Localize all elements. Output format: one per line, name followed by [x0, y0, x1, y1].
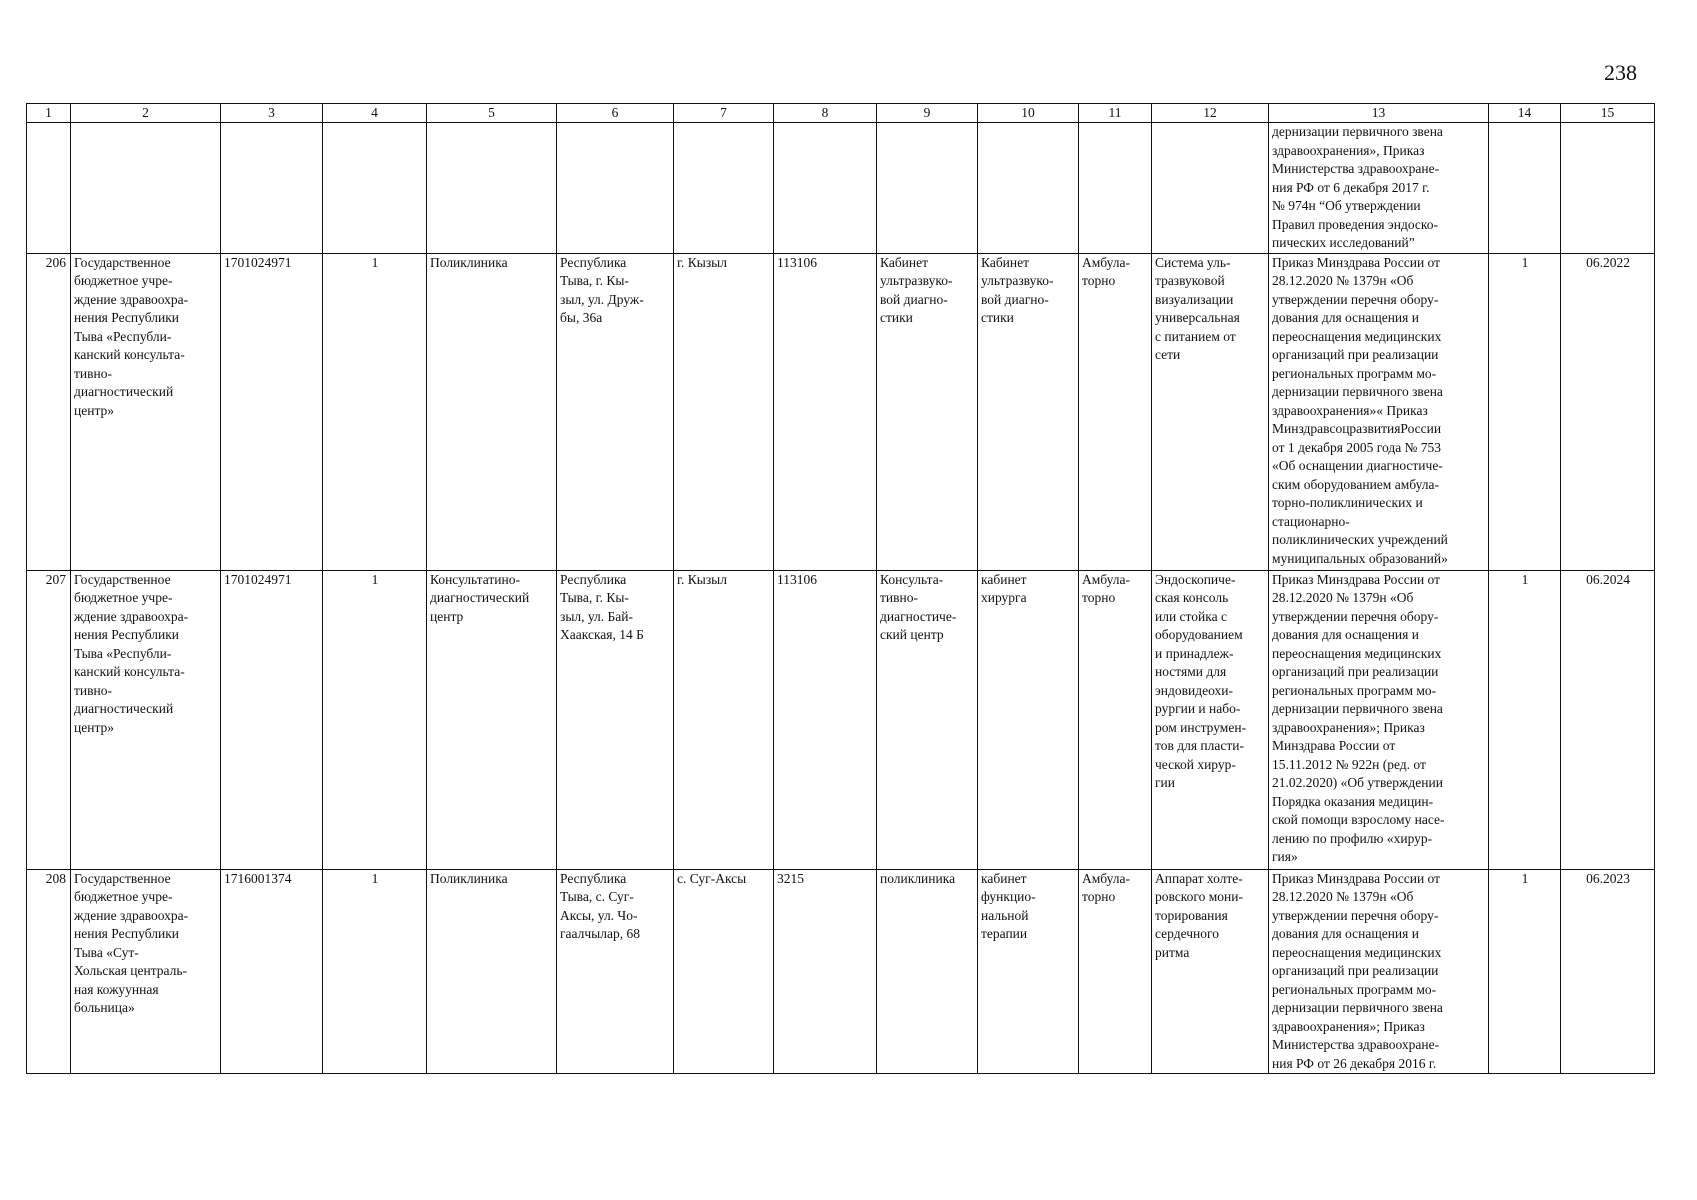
- table-row: [27, 869, 1655, 1074]
- locality-cell: [674, 123, 774, 254]
- row-number-cell: 207: [27, 570, 71, 869]
- count-cell: 1: [1489, 570, 1561, 869]
- inn-cell: 1701024971: [221, 253, 323, 570]
- code-cell: 113106: [774, 253, 877, 570]
- legal-basis-cell: Приказ Минздрава России от 28.12.2020 № 1379н «Об утверждении перечня обору- дования для оснащения и переоснащения медицинских организаций при реализации региональных программ мо- дернизации первичного звена здравоохранения»; Приказ Минздрава России от 15.11.2012 № 922н (ред. от 21.02.2020) «Об утверждении Порядка оказания медицин- ской помощи взрослому насе- лению по профилю «хирур- гия»: [1269, 570, 1489, 869]
- header-cell-15: 15: [1561, 104, 1655, 123]
- institution-cell: Государственное бюджетное учре- ждение здравоохра- нения Республики Тыва «Сут- Хольская централь- ная кожуунная больница»: [71, 869, 221, 1074]
- row-number-cell: [27, 123, 71, 254]
- date-cell: 06.2024: [1561, 570, 1655, 869]
- legal-basis-cell: дернизации первичного звена здравоохранения», Приказ Министерства здравоохране- ния РФ от 6 декабря 2017 г. № 974н “Об утверждении Правил проведения эндоско- пических исследований”: [1269, 123, 1489, 254]
- count-cell: 1: [1489, 253, 1561, 570]
- facility-type-cell: Консультатино- диагностический центр: [427, 570, 557, 869]
- address-cell: Республика Тыва, г. Кы- зыл, ул. Бай- Хаакская, 14 Б: [557, 570, 674, 869]
- header-row: [27, 104, 1655, 123]
- count-cell: 1: [1489, 869, 1561, 1074]
- address-cell: Республика Тыва, с. Суг- Аксы, ул. Чо- гаалчылар, 68: [557, 869, 674, 1074]
- header-cell-11: 11: [1079, 104, 1152, 123]
- header-cell-12: 12: [1152, 104, 1269, 123]
- quantity-cell: 1: [323, 869, 427, 1074]
- date-cell: 06.2022: [1561, 253, 1655, 570]
- header-cell-14: 14: [1489, 104, 1561, 123]
- legal-basis-cell: Приказ Минздрава России от 28.12.2020 № 1379н «Об утверждении перечня обору- дования для оснащения и переоснащения медицинских организаций при реализации региональных программ мо- дернизации первичного звена здравоохранения»« Приказ МинздравсоцразвитияРоссии от 1 декабря 2005 года № 753 «Об оснащении диагностиче- ским оборудованием амбула- торно-поликлинических и стационарно- поликлинических учреждений муниципальных образований»: [1269, 253, 1489, 570]
- room-cell: Кабинет ультразвуко- вой диагно- стики: [978, 253, 1079, 570]
- institution-cell: Государственное бюджетное учре- ждение здравоохра- нения Республики Тыва «Республи- канский консульта- тивно- диагностический центр»: [71, 253, 221, 570]
- header-cell-3: 3: [221, 104, 323, 123]
- table-row-continuation: [27, 123, 1655, 254]
- address-cell: [557, 123, 674, 254]
- care-form-cell: [1079, 123, 1152, 254]
- care-form-cell: Амбула- торно: [1079, 253, 1152, 570]
- code-cell: 3215: [774, 869, 877, 1074]
- header-cell-4: 4: [323, 104, 427, 123]
- header-cell-5: 5: [427, 104, 557, 123]
- department-cell: [877, 123, 978, 254]
- row-number-cell: 206: [27, 253, 71, 570]
- locality-cell: г. Кызыл: [674, 570, 774, 869]
- count-cell: [1489, 123, 1561, 254]
- locality-cell: г. Кызыл: [674, 253, 774, 570]
- facility-type-cell: Поликлиника: [427, 869, 557, 1074]
- institution-cell: Государственное бюджетное учре- ждение здравоохра- нения Республики Тыва «Республи- канский консульта- тивно- диагностический центр»: [71, 570, 221, 869]
- table-row: [27, 570, 1655, 869]
- table-row: [27, 253, 1655, 570]
- header-cell-10: 10: [978, 104, 1079, 123]
- equipment-cell: Аппарат холте- ровского мони- торирования сердечного ритма: [1152, 869, 1269, 1074]
- care-form-cell: Амбула- торно: [1079, 570, 1152, 869]
- equipment-table: [26, 103, 1655, 1074]
- legal-basis-cell: Приказ Минздрава России от 28.12.2020 № 1379н «Об утверждении перечня обору- дования для оснащения и переоснащения медицинских организаций при реализации региональных программ мо- дернизации первичного звена здравоохранения»; Приказ Министерства здравоохране- ния РФ от 26 декабря 2016 г.: [1269, 869, 1489, 1074]
- room-cell: кабинет хирурга: [978, 570, 1079, 869]
- quantity-cell: 1: [323, 570, 427, 869]
- quantity-cell: 1: [323, 253, 427, 570]
- equipment-cell: [1152, 123, 1269, 254]
- quantity-cell: [323, 123, 427, 254]
- code-cell: [774, 123, 877, 254]
- department-cell: Консульта- тивно- диагностиче- ский центр: [877, 570, 978, 869]
- header-cell-9: 9: [877, 104, 978, 123]
- code-cell: 113106: [774, 570, 877, 869]
- department-cell: поликлиника: [877, 869, 978, 1074]
- header-cell-13: 13: [1269, 104, 1489, 123]
- row-number-cell: 208: [27, 869, 71, 1074]
- equipment-cell: Система уль- тразвуковой визуализации универсальная с питанием от сети: [1152, 253, 1269, 570]
- date-cell: 06.2023: [1561, 869, 1655, 1074]
- header-cell-8: 8: [774, 104, 877, 123]
- facility-type-cell: Поликлиника: [427, 253, 557, 570]
- date-cell: [1561, 123, 1655, 254]
- page-number: 238: [1604, 60, 1637, 85]
- equipment-cell: Эндоскопиче- ская консоль или стойка с оборудованием и принадлеж- ностями для эндовидеохи- рургии и набо- ром инструмен- тов для пласти- ческой хирур- гии: [1152, 570, 1269, 869]
- header-cell-2: 2: [71, 104, 221, 123]
- room-cell: [978, 123, 1079, 254]
- inn-cell: 1701024971: [221, 570, 323, 869]
- facility-type-cell: [427, 123, 557, 254]
- address-cell: Республика Тыва, г. Кы- зыл, ул. Друж- бы, 36а: [557, 253, 674, 570]
- care-form-cell: Амбула- торно: [1079, 869, 1152, 1074]
- inn-cell: 1716001374: [221, 869, 323, 1074]
- room-cell: кабинет функцио- нальной терапии: [978, 869, 1079, 1074]
- locality-cell: с. Суг-Аксы: [674, 869, 774, 1074]
- header-cell-7: 7: [674, 104, 774, 123]
- inn-cell: [221, 123, 323, 254]
- header-cell-1: 1: [27, 104, 71, 123]
- header-cell-6: 6: [557, 104, 674, 123]
- institution-cell: [71, 123, 221, 254]
- department-cell: Кабинет ультразвуко- вой диагно- стики: [877, 253, 978, 570]
